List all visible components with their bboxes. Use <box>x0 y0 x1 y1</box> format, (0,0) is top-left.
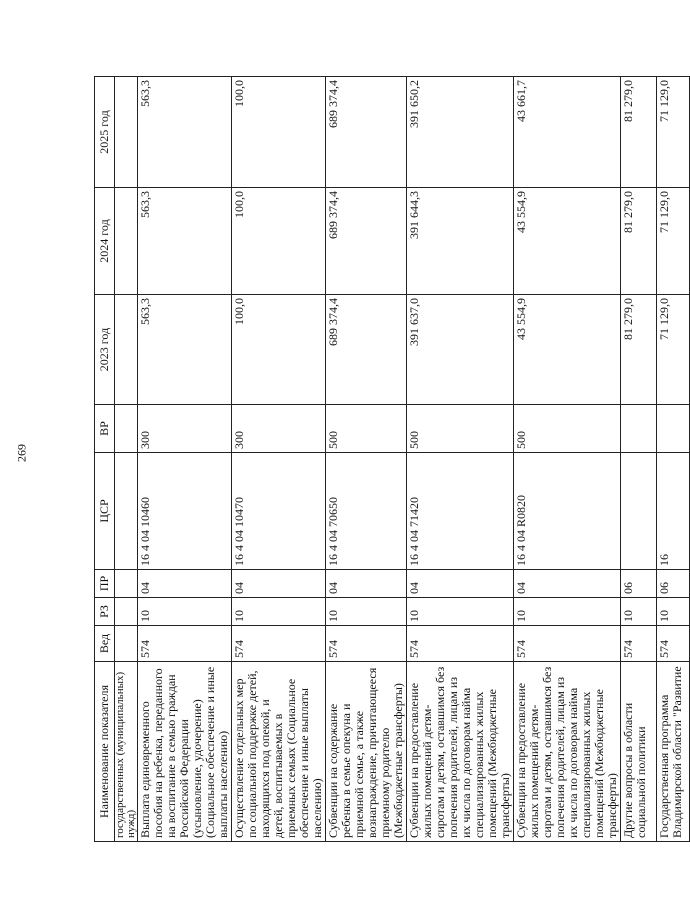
row-vr <box>621 405 657 453</box>
table-row <box>514 77 621 842</box>
row-2024: 563,3 <box>138 188 232 295</box>
row-2024: 71 129,0 <box>657 188 690 295</box>
header-name: Наименование показателя <box>95 662 115 842</box>
row-ved: 574 <box>621 626 657 662</box>
table-row <box>138 77 232 842</box>
row-csr <box>621 453 657 570</box>
row-rz: 10 <box>621 598 657 626</box>
row-2025: 43 661,7 <box>514 77 621 188</box>
row-2023: 689 374,4 <box>326 295 407 405</box>
row-2024: 100,0 <box>232 188 326 295</box>
row-2024: 391 644,3 <box>407 188 514 295</box>
row-pr: 04 <box>138 570 232 598</box>
row-2025: 391 650,2 <box>407 77 514 188</box>
row-pr: 04 <box>326 570 407 598</box>
row-ved: 574 <box>514 626 621 662</box>
header-2025: 2025 год <box>95 77 115 188</box>
row-2023: 391 637,0 <box>407 295 514 405</box>
row-csr: 16 <box>657 453 690 570</box>
row-pr: 06 <box>657 570 690 598</box>
row-2025: 100,0 <box>232 77 326 188</box>
row-vr: 300 <box>138 405 232 453</box>
row-ved: 574 <box>657 626 690 662</box>
header-2024: 2024 год <box>95 188 115 295</box>
row-2023: 81 279,0 <box>621 295 657 405</box>
table-row <box>407 77 514 842</box>
row-csr: 16 4 04 70650 <box>326 453 407 570</box>
row-pr: 04 <box>407 570 514 598</box>
row-2024: 689 374,4 <box>326 188 407 295</box>
row-2023: 43 554,9 <box>514 295 621 405</box>
row-2025: 689 374,4 <box>326 77 407 188</box>
row-rz: 10 <box>326 598 407 626</box>
row-2025: 563,3 <box>138 77 232 188</box>
table-header-row <box>95 77 115 842</box>
row-vr: 500 <box>514 405 621 453</box>
row-name: Субвенции на содержание ребенка в семье опекуна и приемной семье, а также вознаграждение, причитающееся приемному родителю (Межбюджетные трансферты) <box>326 662 407 842</box>
table-row <box>232 77 326 842</box>
row-2025: 71 129,0 <box>657 77 690 188</box>
row-name: Субвенции на предоставление жилых помещений детям-сиротам и детям, оставшимся без попечения родителей, лицам из их числа по договорам найма специализированных жилых помещений (Межбюджетные трансферты) <box>407 662 514 842</box>
row-2024: 81 279,0 <box>621 188 657 295</box>
page-number: 269 <box>14 444 29 462</box>
table-row <box>621 77 657 842</box>
row-name: Государственная программа Владимирской области "Развитие <box>657 662 690 842</box>
row-ved: 574 <box>138 626 232 662</box>
row-name: Выплата единовременного пособия на ребенка, переданного на воспитание в семью граждан Российской Федерации (усыновление, удочерение) (Социальное обеспечение и иные выплаты населению) <box>138 662 232 842</box>
row-rz: 10 <box>232 598 326 626</box>
header-vr: ВР <box>95 405 115 453</box>
row-pr: 04 <box>514 570 621 598</box>
row-2023: 563,3 <box>138 295 232 405</box>
row-vr: 500 <box>326 405 407 453</box>
row-2023: 100,0 <box>232 295 326 405</box>
row-csr: 16 4 04 10470 <box>232 453 326 570</box>
row-vr: 300 <box>232 405 326 453</box>
header-csr: ЦСР <box>95 453 115 570</box>
row-csr: 16 4 04 10460 <box>138 453 232 570</box>
row-csr: 16 4 04 71420 <box>407 453 514 570</box>
row-2024: 43 554,9 <box>514 188 621 295</box>
row-vr: 500 <box>407 405 514 453</box>
row-2023: 71 129,0 <box>657 295 690 405</box>
row-pr: 04 <box>232 570 326 598</box>
table-row <box>657 77 690 842</box>
row-ved: 574 <box>232 626 326 662</box>
continuation-text: государственных (муниципальных) нужд) <box>115 662 138 842</box>
row-rz: 10 <box>138 598 232 626</box>
rotated-table-wrapper <box>94 77 684 842</box>
budget-table <box>94 76 690 842</box>
row-name: Осуществление отдельных мер по социальной поддержке детей, находящихся под опекой, и детей, воспитываемых в приемных семьях (Социальное обеспечение и иные выплаты населению) <box>232 662 326 842</box>
header-ved: Вед <box>95 626 115 662</box>
header-pr: ПР <box>95 570 115 598</box>
row-rz: 10 <box>514 598 621 626</box>
row-name: Другие вопросы в области социальной политики <box>621 662 657 842</box>
row-2025: 81 279,0 <box>621 77 657 188</box>
header-2023: 2023 год <box>95 295 115 405</box>
row-csr: 16 4 04 R0820 <box>514 453 621 570</box>
row-vr <box>657 405 690 453</box>
row-rz: 10 <box>657 598 690 626</box>
table-row <box>326 77 407 842</box>
table-continuation-row <box>115 77 138 842</box>
header-rz: РЗ <box>95 598 115 626</box>
row-ved: 574 <box>407 626 514 662</box>
row-name: Субвенции на предоставление жилых помещений детям-сиротам и детям, оставшимся без попечения родителей, лицам из их числа по договорам найма специализированных жилых помещений (Межбюджетные трансферты) <box>514 662 621 842</box>
row-ved: 574 <box>326 626 407 662</box>
row-pr: 06 <box>621 570 657 598</box>
row-rz: 10 <box>407 598 514 626</box>
